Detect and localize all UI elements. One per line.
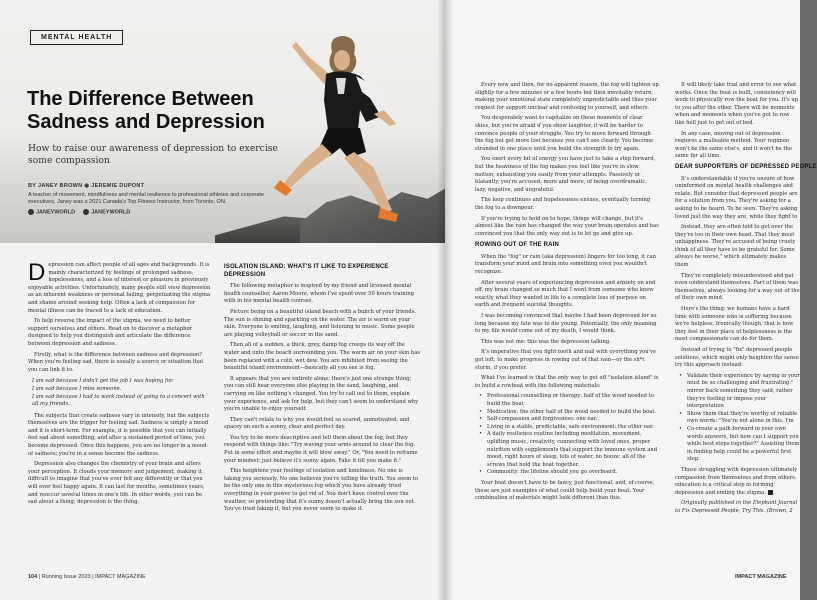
- byline-prefix: BY: [28, 183, 37, 189]
- paragraph: It's understandable if you're unsure of how uninformed on mental health challenges and relate. But consider that depressed people are for a solution from you. They're asking for a asking to be heard. To be seen. They're asking loved just the way they are, while they fight to: [675, 175, 798, 220]
- social-handle-2: [83, 209, 130, 216]
- author-bio: A teacher of movement, mindfulness and mental resilience to professional athletes and corporate executives, Janey was a 2021 Canada's Top Fitness Instructor, from Toronto, ON.: [28, 192, 265, 205]
- author-name-1: JANEY BROWN: [37, 183, 83, 189]
- paragraph: It's imperative that you fight tooth and nail with everything you've got left, to make progress in rowing out of that rain—or the sh*t storm, if you prefer.: [475, 349, 657, 371]
- page-footer-right: IMPACT MAGAZINE: [735, 574, 787, 580]
- paragraph: [28, 259, 211, 315]
- twitter-icon: [83, 209, 89, 215]
- instagram-icon: [28, 209, 34, 215]
- end-mark-icon: [768, 490, 773, 495]
- section-heading: DEAR SUPPORTERS OF DEPRESSED PEOPLE: [675, 163, 817, 170]
- paragraph: Firstly, what is the difference between sadness and depression? When you're feeling sad, there is usually a source or situation that you can link it to.: [28, 351, 204, 373]
- paragraph: You try to be more descriptive and tell them about the fog, but they respond with things like: "Try waving your arms around to clear the fog. Put in some effort and maybe it will blow away." Or, "You need to reframe your mindset: just believe it's sunny again. Fake it till you make it.": [224, 434, 418, 464]
- paragraph: The loop continues and hopelessness ensues, eventually turning the fog to a downpour.: [475, 197, 651, 211]
- section-heading: ISOLATION ISLAND: WHAT'S IT LIKE TO EXPERIENCE DEPRESSION: [224, 264, 389, 278]
- paragraph: They're completely misunderstood and pat even understand themselves. Part of them was themselves, always looking for a way out of the of their own mind.: [675, 272, 800, 302]
- paragraph: Your boat doesn't have to be fancy, just functional, and, of course, these are just examples of what could help build your boat. Your combination of materials might look different than this.: [475, 479, 655, 502]
- quote-line: I am sad because I miss someone.: [32, 385, 122, 392]
- example-quotes: [32, 378, 211, 408]
- materials-list: [483, 393, 659, 477]
- paragraph-text: Those struggling with depression ultimately compassion from themselves and from others. education is a critical step in forming depression and ending the stigma.: [675, 466, 798, 496]
- body-column-3: [475, 82, 659, 506]
- social-handle-1-text: JANEYWORLD: [36, 209, 76, 216]
- runner-photo-icon: [270, 30, 420, 230]
- body-column-4: [675, 82, 817, 518]
- footer-separator: |: [92, 574, 96, 580]
- footer-separator: |: [38, 574, 42, 580]
- approach-list: [683, 373, 800, 464]
- section-heading: ROWING OUT OF THE RAIN: [475, 242, 560, 249]
- paragraph: You desperately want to capitalize on these moments of clear skies, but you're afraid if you show laughter, it will be harder to convince people of your struggle. You try to move forward through the fog but get more lost because you can't see clearly. You become stranded in one place until you build the strength to try again.: [475, 115, 654, 152]
- author-name-2: JEREMIE DUPONT: [91, 183, 145, 189]
- paragraph: They can't relate to why you would feel so scared, unmotivated, and spacey on such a sunny, clear and perfect day.: [224, 416, 410, 431]
- page-footer-left: [28, 574, 146, 580]
- paragraph: What I've learned is that the only way to get off "isolation island" is to build a rowboat with the following materials:: [475, 375, 659, 389]
- paragraph: The subjects that create sadness vary in intensity, but the subjects themselves are the trigger for feeling sad. Sadness is simply a mood and it is short-term. For example, it is possible that you can initially feel sad about something, and after a sustained period of time, you become depressed. Once this happens, you are no longer in a mood of sadness; you're in a sense become the sadness.: [28, 412, 210, 457]
- list-item: • Show them that they're worthy of reliable own words: "You're not alone in this. I'm: [683, 411, 800, 426]
- paragraph: This was not me: this was the depression talking.: [481, 338, 611, 345]
- page-gutter: [437, 0, 453, 600]
- paragraph: It will likely take trial and error to see what works. Once the boat is built, consistency will work to physically row the boat for you. It's up to you after the other. There will be moments when and moments when you've got to row like hell just to get out of bed.: [675, 82, 799, 126]
- quote-line: I am sad because I didn't get the job I was hoping for.: [32, 378, 174, 385]
- section-tag: MENTAL HEALTH: [30, 30, 123, 45]
- list-item: • Medication: the other half of the wood needed to build the boat.: [483, 409, 659, 417]
- paragraph: Instead of trying to "fix" depressed people solutions, which might only heighten the sense try this approach instead:: [675, 347, 799, 369]
- paragraph: It appears that you are entirely alone; there's just one strange thing: you can still hear everyone else playing in the sand, laughing, and carrying on like nothing's changed. You try to call out to them, explain your experience, and ask for help, but they can't seem to understand why you're unable to enjoy yourself.: [224, 375, 419, 413]
- camera-icon: ◉: [84, 183, 90, 189]
- paragraph: If you're trying to hold on to hope, things will change, but it's almost like the rain has changed the way your brain operates and has convinced you that the only way out is to let go and give up.: [475, 215, 659, 237]
- body-column-2: [224, 262, 420, 517]
- list-item: • A daily resilience routine including meditation, movement, uplifting music, creativity, connecting with loved ones, proper nutrition with supplements that support the immune system and mood, right hours of sleep, lots of water, no booze: all of the screws that hold the boat together.: [483, 431, 659, 469]
- paragraph: Here's the thing: we humans have a hard time with someone who is suffering because we're helpless. Ironically though, that is how they feel in their place of helplessness is the most compassionate can do for them.: [675, 306, 794, 343]
- list-item: • Professional counselling or therapy: half of the wood needed to build the boat: [483, 393, 659, 408]
- article-subtitle: How to raise our awareness of depression to exercise some compassion: [28, 143, 278, 166]
- paragraph: The following metaphor is inspired by my friend and licensed mental health counsellor, Aaron Moore, whom I've spent over 50 hours training with in his mental health courses.: [224, 283, 414, 305]
- drop-cap: D: [28, 259, 46, 286]
- paragraph: Instead, they are often told to get over the they're too in their own head. That they must unhappiness. They're accused of being crusty think of all they have to be grateful for. Some always be worse," which ultimately makes them: [675, 224, 796, 269]
- paragraph: Every now and then, for no apparent reason, the fog will lighten up slightly for a few minutes or a few hours but then inevitably return, making your emotional state completely unpredictable and thus your request for support unclear and confusing to yourself, and others.: [475, 82, 659, 111]
- magazine-name: IMPACT MAGAZINE: [95, 574, 146, 580]
- paragraph: After several years of experiencing depression and anxiety on and off, my brain changed so much that I went from someone who knew exactly what they wanted in life to a complete loss of purpose on earth and frequent suicidal thoughts.: [475, 279, 656, 309]
- social-handle-2-text: JANEYWORLD: [91, 209, 131, 216]
- quote-line: I am sad because I had to work instead of going to a concert with all my friends.: [32, 393, 205, 408]
- social-handle-1: [28, 209, 75, 216]
- byline-authors: [28, 183, 278, 190]
- list-item: • Self-compassion and forgiveness: one oar.: [483, 416, 659, 424]
- paragraph: This heightens your feelings of isolation and loneliness. No one is taking you seriously. No one believes you're telling the truth. You seem to be the only one in this mysterious fog which you have already tried everything in your power to get rid of. You don't have control over the weather, so pretending that it's sunny doesn't actually bring the sun out. You've tried faking it, but you never seem to make it.: [224, 468, 419, 513]
- list-item: • Validate their experience by saying in your must be so challenging and frustrating." mirror back something they said, rather they're feeling or impose your interpretation: [683, 373, 800, 411]
- paragraph: When the "fog" or rain (aka depression) lingers for too long, it can transform your mind and brain into something even you wouldn't recognize.: [475, 253, 656, 276]
- list-item: • Living in a stable, predictable, safe environment: the other oar.: [483, 424, 659, 432]
- paragraph: To help reverse the impact of the stigma, we need to better support ourselves and others. Read on to discover a metaphor designed to help you distinguish and articulate the difference between depression and sadness.: [28, 318, 193, 347]
- article-title: The Difference Between Sadness and Depression: [27, 88, 265, 133]
- credit-line: Originally published in the Elephant Journal to Fix Depressed People, Try This. (Brown, 2: [675, 500, 798, 514]
- paragraph: In any case, moving out of depression requires a malleable method. Your regimen won't be the same else's, and it won't be the same for all time.: [675, 130, 792, 160]
- paragraph: I was becoming convinced that maybe I had been depressed for so long because my fate was to die young. Potentially, the only meaning to my life would come out of my death, I would think.: [475, 313, 657, 335]
- paragraph: Depression also changes the chemistry of your brain and alters your perception. It clouds your memory and judgement, making it difficult to imagine that you've ever felt any differently or that you will ever feel happy again. It can last for months, sometimes years, and reoccur several times in one's life. In other words, you can be sad about a thing; depression is the thing.: [28, 461, 205, 506]
- byline: [28, 183, 278, 216]
- page-number: 104: [28, 574, 38, 580]
- list-item: • Community: the lifeline should you go overboard.: [483, 469, 659, 477]
- paragraph-text: epression can affect people of all ages and backgrounds. It is mainly characterized by feelings of prolonged sadness, hopelessness, and a loss of interest or pleasure in previously enjoyable activities. Unfortunately, many people still view depression as an inherent weakness or personal failing, perpetuating the stigma and shame around seeking help. Often a lack of compassion for mental illness can be traced to a lack of education.: [28, 262, 211, 314]
- issue-name: Running Issue 2023: [41, 574, 91, 580]
- paragraph: Picture being on a beautiful island beach with a bunch of your friends. The sun is shining and sparkling on the water. The air is warm on your skin. Everyone is smiling, laughing, and listening to music. Some people are playing volleyball or soccer in the sand.: [224, 308, 416, 338]
- paragraph: You exert every bit of energy you have just to take a step forward, but the heaviness of the fog makes you feel like you're in slow motion, exhausting you easily from your attempts. Passively or blatantly, you're accused, more and more, of being overdramatic, lazy, negative, and ungrateful.: [475, 156, 656, 193]
- social-handles: [28, 209, 278, 216]
- paragraph: Then all of a sudden, a thick, grey, damp fog creeps its way off the water and onto the beach surrounding you. The warm air on your skin has been replaced with a cold, wet dew. You are inhibited from seeing the beautiful island environment—basically all you see is fog.: [224, 342, 420, 372]
- list-item: • Co-create a path forward in your own words answers, but how can I support you while best steps together?" Assisting them in finding help could be a powerful first step.: [683, 426, 800, 464]
- body-column-1: [28, 259, 211, 510]
- paragraph: [675, 467, 800, 497]
